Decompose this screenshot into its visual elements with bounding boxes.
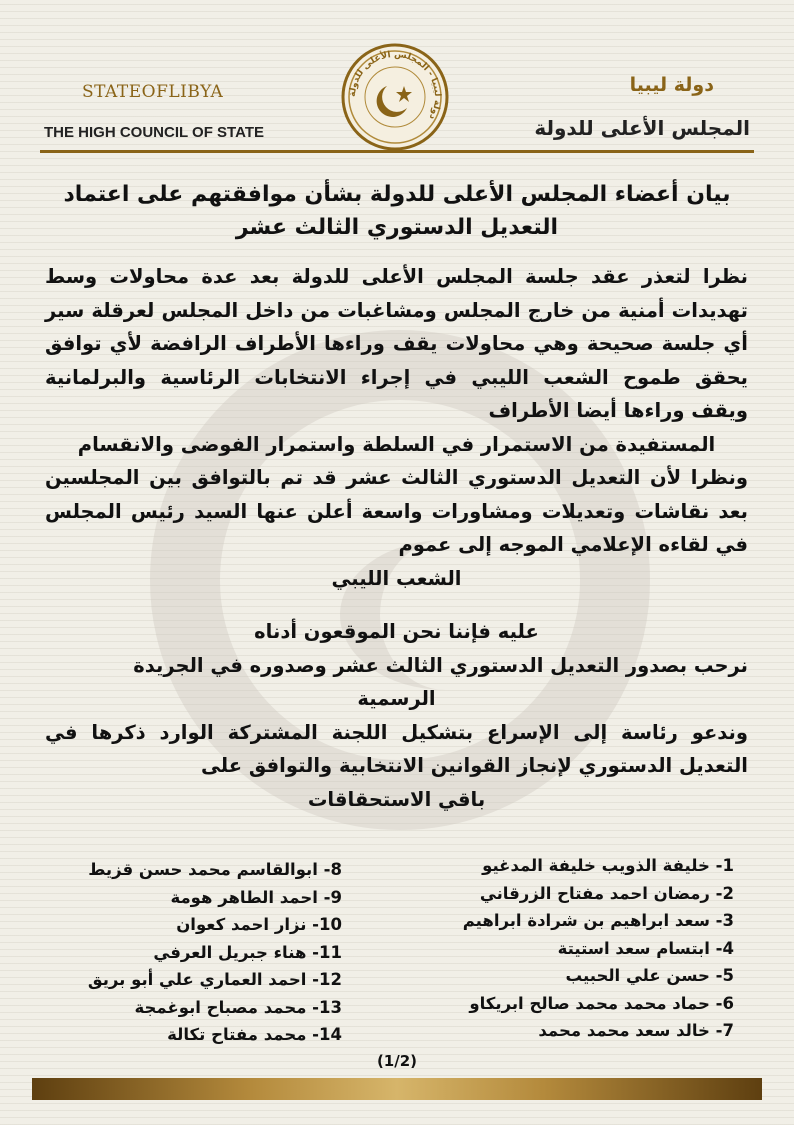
header-english-state: STATEOFLIBYA <box>82 82 224 102</box>
signatories-list-left <box>88 856 342 1049</box>
signatory: 4- ابتسام سعد استيتة <box>557 938 734 958</box>
paragraph-3-end: الرسمية <box>357 687 436 710</box>
signatory: 6- حماد محمد محمد صالح ابريكاو <box>469 993 734 1013</box>
signatories-list-right <box>463 852 734 1045</box>
page-number: (1/2) <box>376 1052 418 1070</box>
header-arabic-state: دولة ليبيا <box>629 74 714 96</box>
header-divider <box>40 150 754 153</box>
paragraph-4-end: باقي الاستحقاقات <box>307 787 486 811</box>
statement-body <box>45 260 748 816</box>
title-line-1: بيان أعضاء المجلس الأعلى للدولة بشأن موافقتهم على اعتماد <box>63 182 731 207</box>
paragraph-1: نظرا لتعذر عقد جلسة المجلس الأعلى للدولة بعد عدة محاولات وسط تهديدات أمنية من خارج المجلس ومشاغبات من داخل المجلس لعرقلة سير أي جلسة صحيحة وهي محاولات يقف وراءها الأطراف الرافضة لأي توافق يحقق طموح الشعب الليبي في إجراء الانتخابات الرئاسية والبرلمانية ويقف وراءها أيضا الأطراف <box>45 265 748 422</box>
signatory: 2- رمضان احمد مفتاح الزرقاني <box>479 883 734 903</box>
paragraph-3: نرحب بصدور التعديل الدستوري الثالث عشر وصدوره في الجريدة <box>133 653 748 677</box>
signatory: 13- محمد مصباح ابوغمجة <box>134 997 342 1017</box>
signatory: 11- هناء جبريل العرفي <box>153 942 342 962</box>
signatory: 12- احمد العماري علي أبو بريق <box>87 970 342 989</box>
signatory: 10- نزار احمد كعوان <box>176 915 342 934</box>
header-english-council: THE HIGH COUNCIL OF STATE <box>44 124 264 141</box>
signatory: 3- سعد ابراهيم بن شرادة ابراهيم <box>462 911 734 930</box>
signatory: 8- ابوالقاسم محمد حسن قزيط <box>88 860 342 879</box>
signatory: 14- محمد مفتاح تكالة <box>167 1025 342 1044</box>
document-title <box>40 178 754 244</box>
signatory: 7- خالد سعد محمد محمد <box>538 1021 734 1040</box>
footer-bar <box>32 1078 762 1100</box>
paragraph-2-end: الشعب الليبي <box>331 566 462 590</box>
signatory: 9- احمد الطاهر هومة <box>170 887 342 907</box>
signatory: 5- حسن علي الحبيب <box>565 966 734 985</box>
state-emblem-icon <box>340 42 450 152</box>
title-line-2: التعديل الدستوري الثالث عشر <box>235 215 559 240</box>
paragraph-1-end: المستفيدة من الاستمرار في السلطة واستمرار الفوضى والانقسام <box>77 432 716 456</box>
paragraph-2: ونظرا لأن التعديل الدستوري الثالث عشر قد تم بالتوافق بين المجلسين بعد نقاشات وتعديلات ومشاورات واسعة أعلن عنها السيد رئيس المجلس في لقاءه الإعلامي الموجه إلى عموم <box>45 466 748 556</box>
header-arabic-council: المجلس الأعلى للدولة <box>534 116 750 140</box>
signatory: 1- خليفة الذويب خليفة المدغيو <box>482 856 734 875</box>
signatories-intro: عليه فإننا نحن الموقعون أدناه <box>254 620 539 643</box>
emblem-text: دولة ليبيا - المجلس الأعلى للدولة <box>347 49 443 122</box>
paragraph-4: وندعو رئاسة إلى الإسراع بتشكيل اللجنة المشتركة الوارد ذكرها في التعديل الدستوري لإنجاز القوانين الانتخابية والتوافق على <box>45 720 748 777</box>
